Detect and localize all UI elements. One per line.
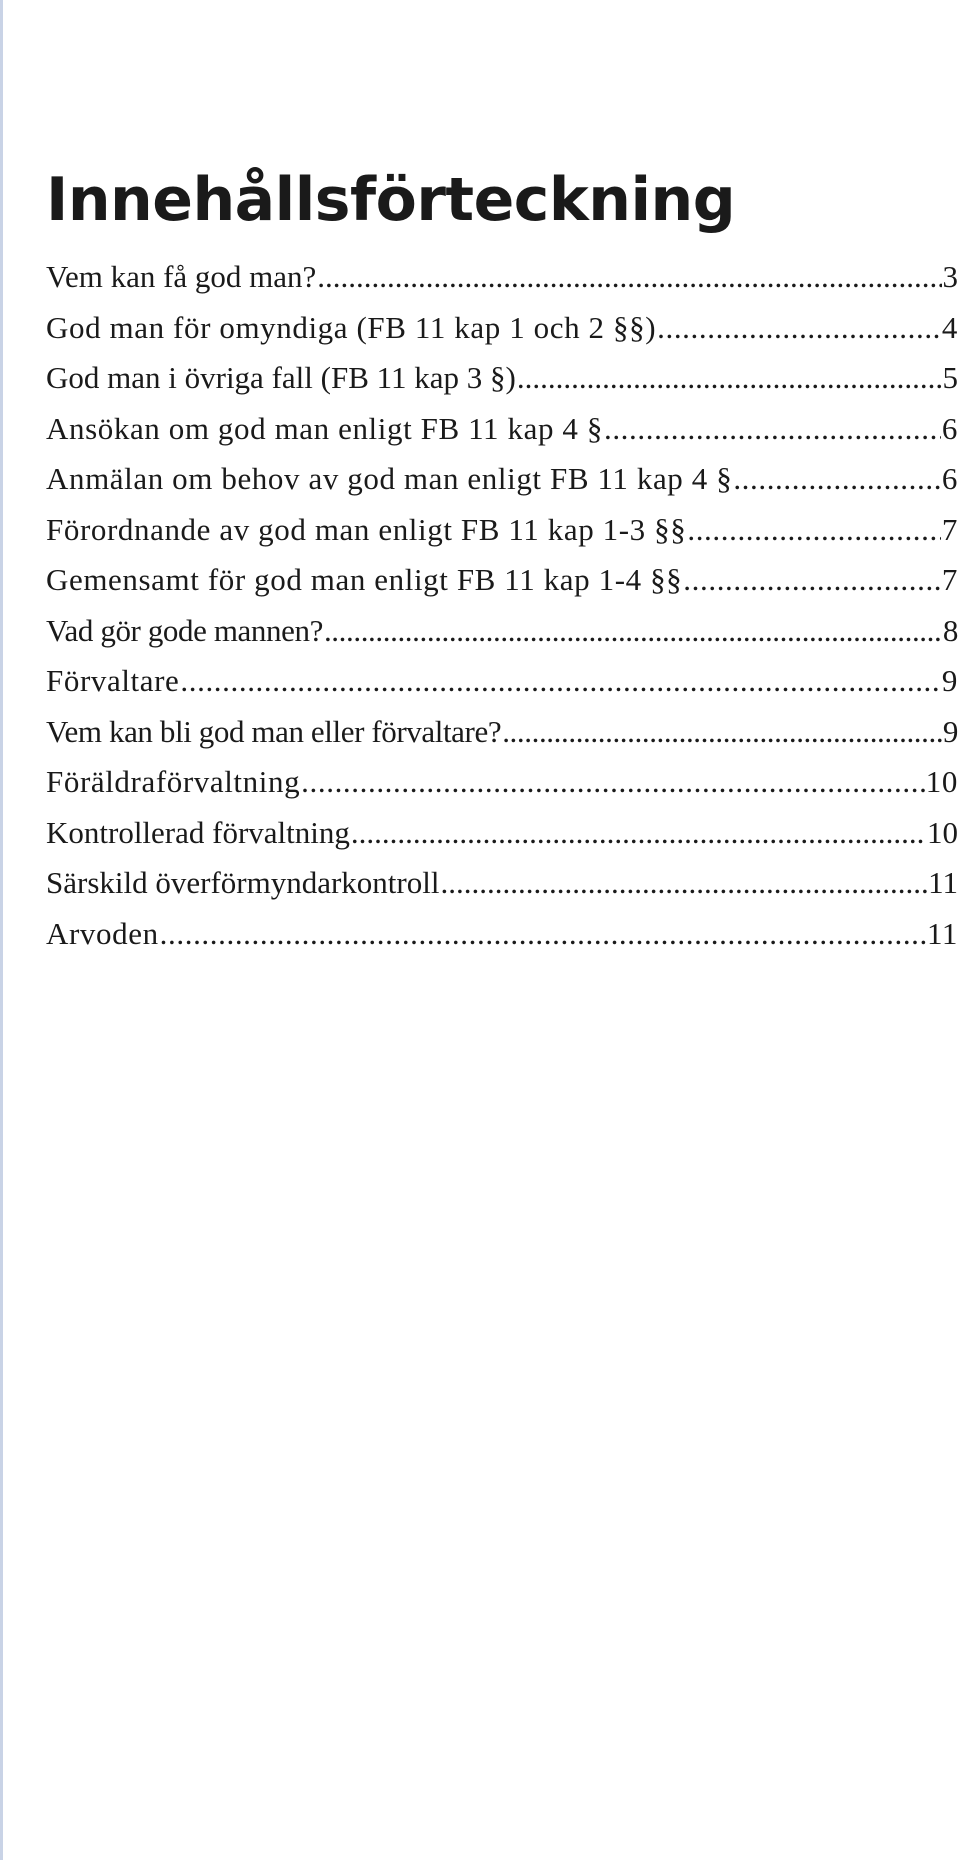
toc-entry-page: 3 [942, 259, 958, 294]
toc-entry [46, 404, 958, 455]
toc-entry-title: Förvaltare [46, 663, 180, 698]
toc-dot-leader [180, 656, 941, 707]
toc-heading: Innehållsförteckning [46, 165, 736, 235]
toc-entry-title: Anmälan om behov av god man enligt FB 11 kap 4 § [46, 461, 733, 496]
toc-dot-leader [604, 404, 941, 455]
toc-dot-leader [317, 252, 941, 303]
toc-entry [46, 252, 958, 303]
toc-entry-page: 6 [941, 410, 958, 446]
toc-entry [46, 454, 958, 505]
toc-entry-page: 9 [942, 713, 958, 749]
toc-list [46, 252, 958, 959]
toc-entry-title: God man i övriga fall (FB 11 kap 3 §) [46, 360, 516, 395]
toc-entry-page: 10 [925, 764, 958, 799]
toc-entry-title: Gemensamt för god man enligt FB 11 kap 1-4 §§ [46, 562, 683, 597]
toc-entry [46, 656, 958, 707]
toc-entry-page: 4 [941, 309, 958, 345]
toc-entry-title: Arvoden [46, 915, 159, 951]
toc-dot-leader [351, 808, 926, 859]
toc-entry-title: God man för omyndiga (FB 11 kap 1 och 2 §§) [46, 309, 657, 345]
toc-dot-leader [160, 909, 926, 960]
toc-entry-title: Vad gör gode mannen? [46, 612, 323, 648]
toc-entry-title: Särskild överförmyndarkontroll [46, 865, 440, 900]
toc-entry-title: Vem kan bli god man eller förvaltare? [46, 713, 502, 749]
toc-entry-title: Ansökan om god man enligt FB 11 kap 4 § [46, 410, 603, 446]
toc-entry-page: 11 [926, 915, 958, 951]
toc-dot-leader [324, 606, 942, 657]
toc-entry [46, 808, 958, 859]
toc-dot-leader [517, 353, 942, 404]
toc-dot-leader [502, 707, 942, 758]
toc-dot-leader [657, 303, 941, 354]
toc-entry [46, 555, 958, 606]
toc-entry-title: Kontrollerad förvaltning [46, 814, 350, 850]
toc-entry-page: 11 [928, 865, 958, 900]
toc-entry [46, 606, 958, 657]
toc-entry [46, 858, 958, 909]
toc-entry [46, 303, 958, 354]
toc-dot-leader [687, 505, 941, 556]
toc-entry-page: 6 [941, 461, 958, 496]
toc-entry [46, 353, 958, 404]
toc-entry-title: Förordnande av god man enligt FB 11 kap 1-3 §§ [46, 511, 687, 547]
toc-entry-title: Föräldraförvaltning [46, 764, 301, 799]
toc-dot-leader [683, 555, 941, 606]
toc-entry [46, 757, 958, 808]
toc-dot-leader [733, 454, 941, 505]
toc-entry-page: 10 [927, 814, 958, 850]
toc-entry-page: 5 [942, 360, 958, 395]
toc-entry-page: 8 [942, 612, 958, 648]
toc-entry-page: 7 [941, 562, 958, 597]
toc-entry [46, 505, 958, 556]
toc-entry [46, 707, 958, 758]
toc-dot-leader [440, 858, 927, 909]
toc-entry-page: 9 [941, 663, 958, 698]
toc-entry-title: Vem kan få god man? [46, 259, 317, 294]
toc-dot-leader [301, 757, 925, 808]
toc-entry [46, 909, 958, 960]
toc-entry-page: 7 [941, 511, 958, 547]
page-edge-border [0, 0, 3, 1860]
